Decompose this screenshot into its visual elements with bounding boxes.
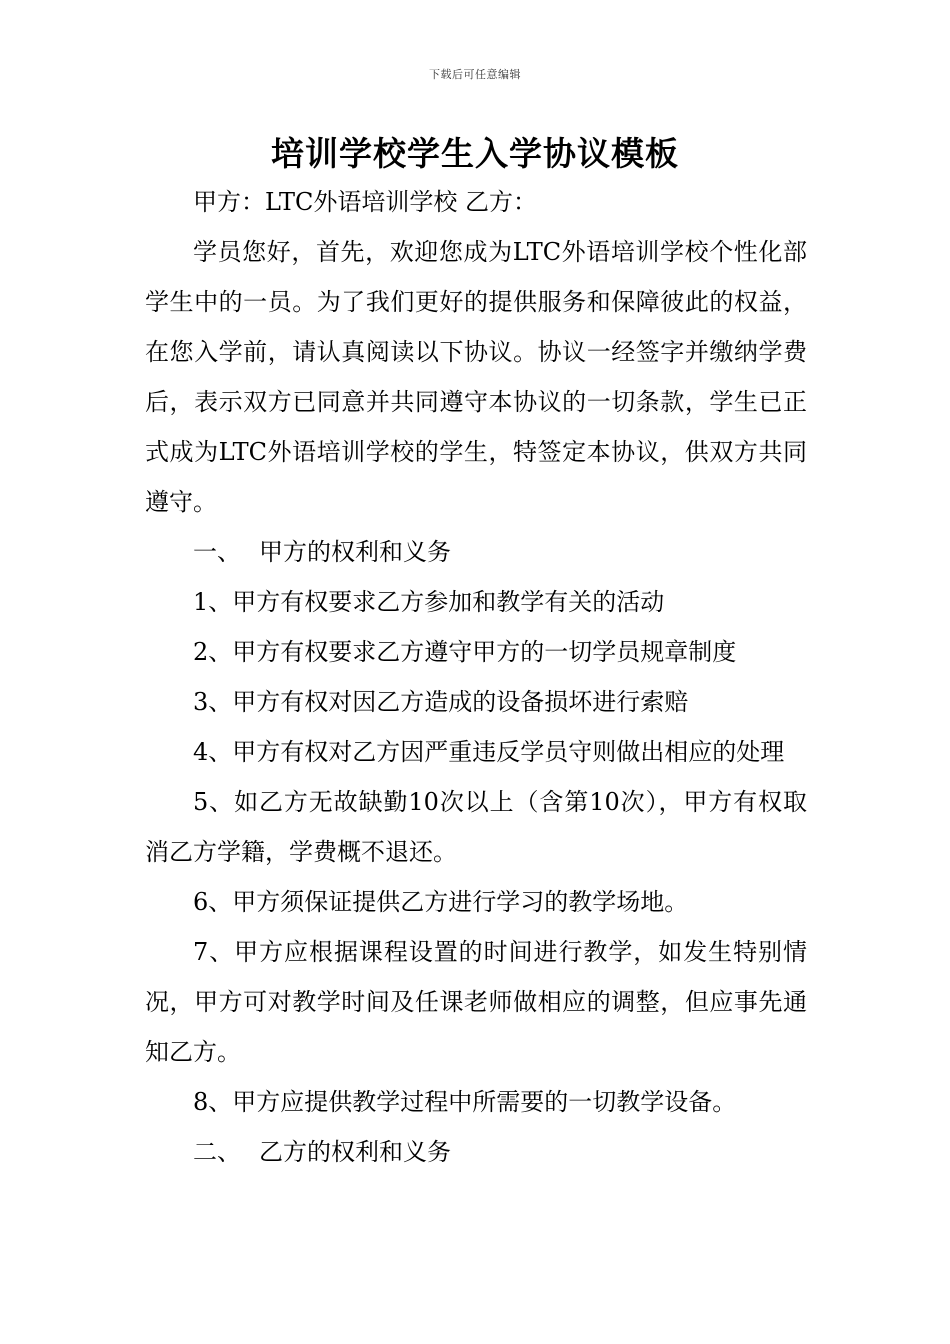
clause-2: 2、甲方有权要求乙方遵守甲方的一切学员规章制度 (193, 638, 737, 666)
clause-4: 4、甲方有权对乙方因严重违反学员守则做出相应的处理 (193, 738, 785, 766)
document-title: 培训学校学生入学协议模板 (271, 134, 679, 173)
clause-3: 3、甲方有权对因乙方造成的设备损坏进行索赔 (193, 688, 689, 716)
section-heading-1 (145, 527, 807, 577)
section-heading-text: 乙方的权利和义务 (259, 1138, 451, 1166)
clause-8: 8、甲方应提供教学过程中所需要的一切教学设备。 (193, 1088, 737, 1116)
document-body (145, 177, 807, 1177)
section-number: 二、 (193, 1138, 241, 1166)
clause-6: 6、甲方须保证提供乙方进行学习的教学场地。 (193, 888, 689, 916)
clause-7: 7、甲方应根据课程设置的时间进行教学，如发生特别情况，甲方可对教学时间及任课老师做相应的调整，但应事先通知乙方。 (145, 938, 807, 1066)
section-heading-text: 甲方的权利和义务 (259, 538, 451, 566)
parties-line: 甲方：LTC外语培训学校 乙方： (193, 188, 537, 216)
header-note: 下载后可任意编辑 (429, 68, 521, 81)
clause-5: 5、如乙方无故缺勤10次以上（含第10次），甲方有权取消乙方学籍，学费概不退还。 (145, 788, 807, 866)
section-heading-2 (145, 1127, 807, 1177)
clause-1: 1、甲方有权要求乙方参加和教学有关的活动 (193, 588, 665, 616)
section-number: 一、 (193, 538, 241, 566)
intro-paragraph: 学员您好，首先，欢迎您成为LTC外语培训学校个性化部学生中的一员。为了我们更好的提供服务和保障彼此的权益，在您入学前，请认真阅读以下协议。协议一经签字并缴纳学费后，表示双方已同意并共同遵守本协议的一切条款，学生已正式成为LTC外语培训学校的学生，特签定本协议，供双方共同遵守。 (145, 238, 807, 516)
